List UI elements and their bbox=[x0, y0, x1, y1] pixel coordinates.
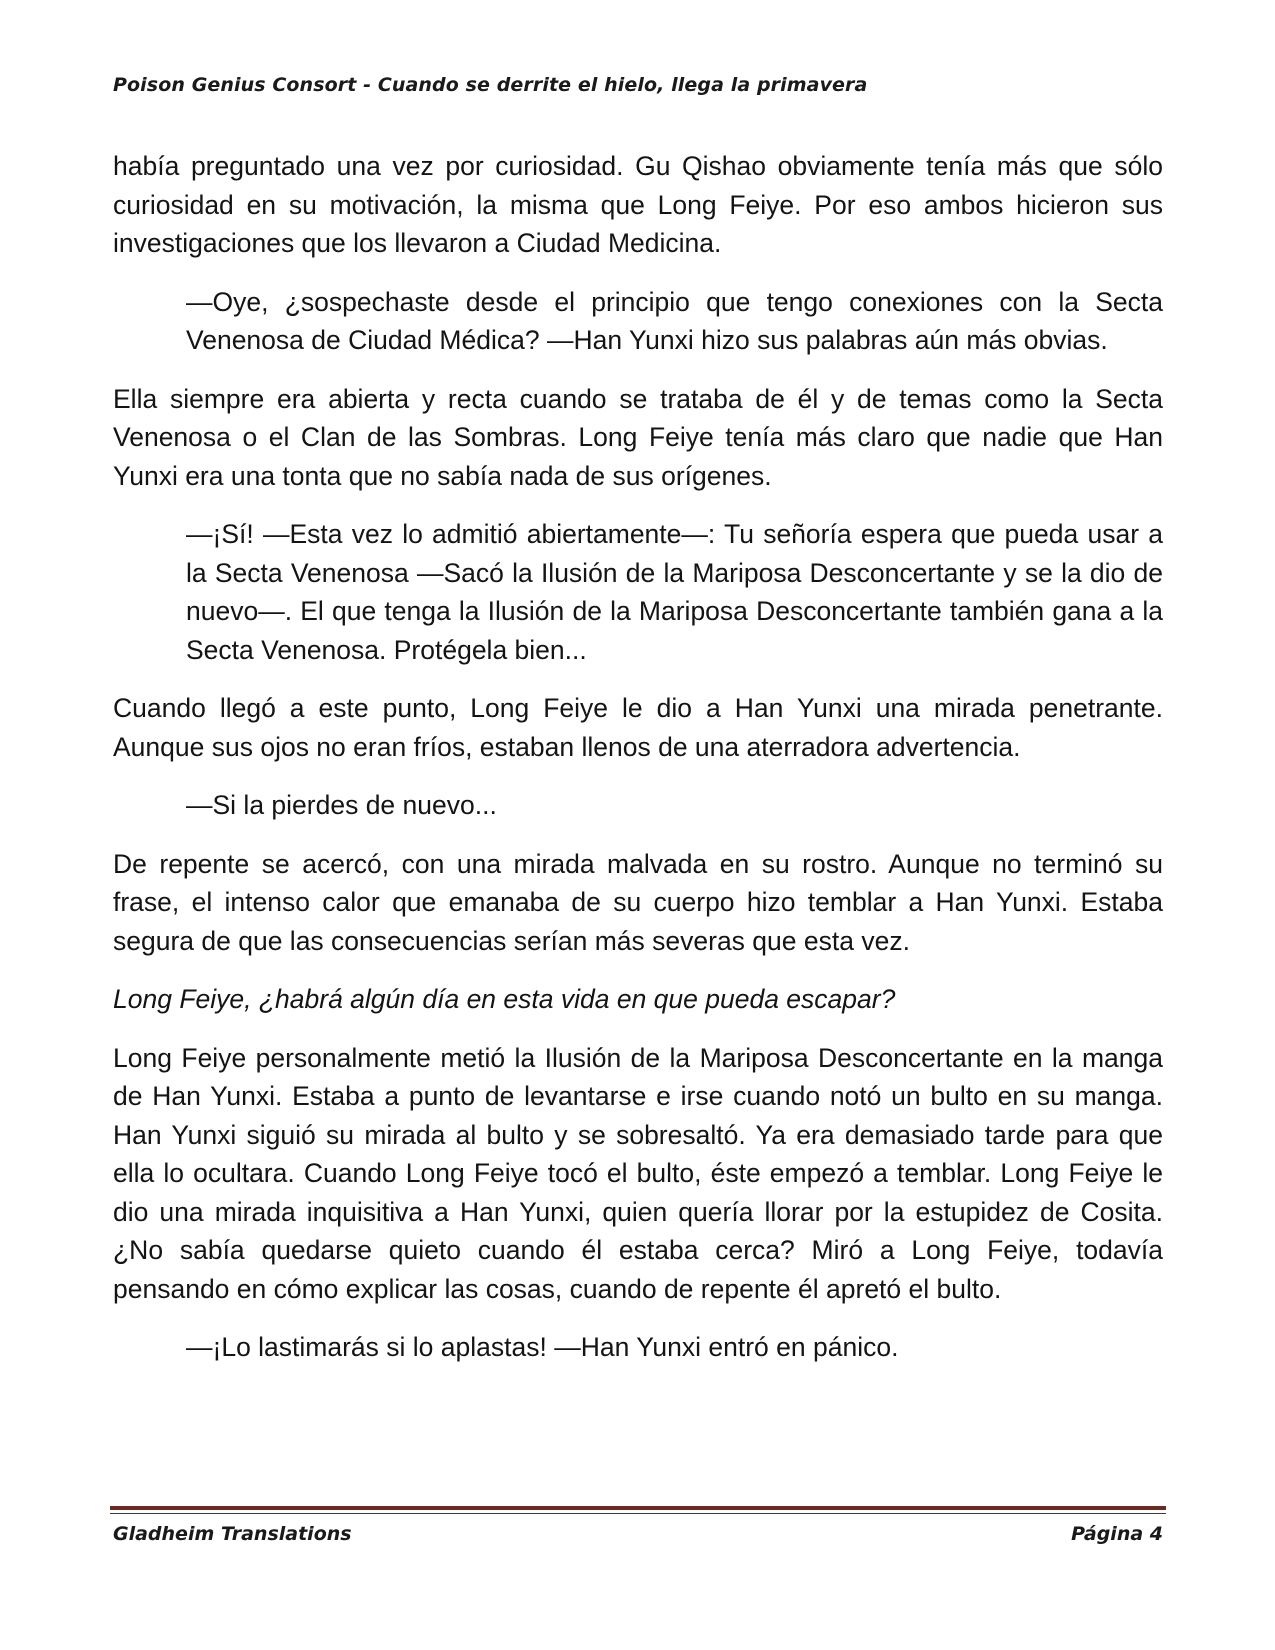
page-number: Página 4 bbox=[1071, 1523, 1163, 1545]
dialogue-paragraph-2: —Oye, ¿sospechaste desde el principio que tengo conexiones con la Secta Venenosa de Ciudad Médica? —Han Yunxi hizo sus palabras aún más obvias. bbox=[186, 286, 1163, 355]
running-header: Poison Genius Consort - Cuando se derrite el hielo, llega la primavera bbox=[113, 74, 868, 96]
body-text bbox=[113, 147, 1163, 1387]
paragraph-5: Cuando llegó a este punto, Long Feiye le dio a Han Yunxi una mirada penetrante. Aunque sus ojos no eran fríos, estaban llenos de una aterradora advertencia. bbox=[113, 693, 1163, 762]
paragraph-9: Long Feiye personalmente metió la Ilusión de la Mariposa Desconcertante en la manga de Han Yunxi. Estaba a punto de levantarse e irse cuando notó un bulto en su manga. Han Yunxi siguió su mirada al bulto y se sobresaltó. Ya era demasiado tarde para que ella lo ocultara. Cuando Long Feiye tocó el bulto, éste empezó a temblar. Long Feiye le dio una mirada inquisitiva a Han Yunxi, quien quería llorar por la estupidez de Cosita. ¿No sabía quedarse quieto cuando él estaba cerca? Miró a Long Feiye, todavía pensando en cómo explicar las cosas, cuando de repente él apretó el bulto. bbox=[113, 1042, 1163, 1304]
paragraph-7: De repente se acercó, con una mirada malvada en su rostro. Aunque no terminó su frase, el intenso calor que emanaba de su cuerpo hizo temblar a Han Yunxi. Estaba segura de que las consecuencias serían más severas que esta vez. bbox=[113, 848, 1163, 956]
dialogue-paragraph-6: —Si la pierdes de nuevo... bbox=[186, 790, 497, 820]
footer-rule-thick bbox=[110, 1506, 1166, 1510]
dialogue-paragraph-4: —¡Sí! —Esta vez lo admitió abiertamente—: Tu señoría espera que pueda usar a la Secta Venenosa —Sacó la Ilusión de la Mariposa Desconcertante y se la dio de nuevo—. El que tenga la Ilusión de la Mariposa Desconcertante también gana a la Secta Venenosa. Protégela bien... bbox=[186, 519, 1163, 665]
dialogue-paragraph-10: —¡Lo lastimarás si lo aplastas! —Han Yunxi entró en pánico. bbox=[186, 1332, 899, 1362]
footer-rule-thin bbox=[110, 1513, 1166, 1514]
paragraph-3: Ella siempre era abierta y recta cuando se trataba de él y de temas como la Secta Venenosa o el Clan de las Sombras. Long Feiye tenía más claro que nadie que Han Yunxi era una tonta que no sabía nada de sus orígenes. bbox=[113, 383, 1163, 491]
paragraph-1: había preguntado una vez por curiosidad. Gu Qishao obviamente tenía más que sólo curiosidad en su motivación, la misma que Long Feiye. Por eso ambos hicieron sus investigaciones que los llevaron a Ciudad Medicina. bbox=[113, 151, 1163, 258]
thought-paragraph-8: Long Feiye, ¿habrá algún día en esta vida en que pueda escapar? bbox=[113, 984, 896, 1014]
footer-credit: Gladheim Translations bbox=[113, 1523, 352, 1545]
